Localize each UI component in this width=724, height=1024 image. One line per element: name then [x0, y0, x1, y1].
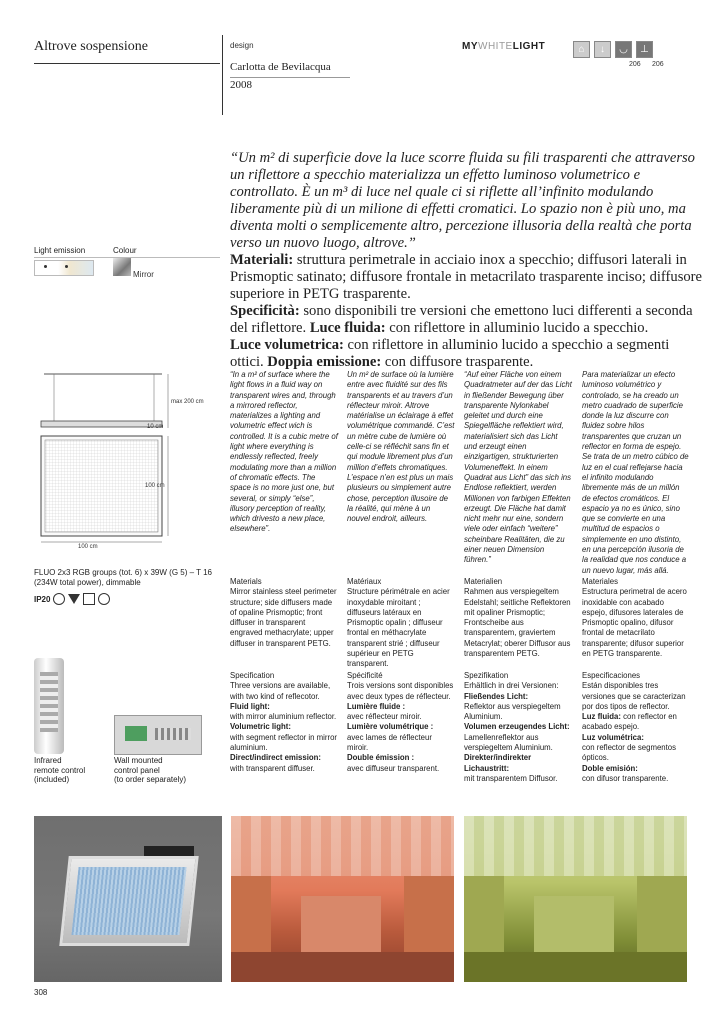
german-spec-title: Spezifikation — [464, 671, 509, 680]
spanish-quote: Para materializar un efecto luminoso volumétrico y controlado, se ha creado un metro cuadrado de superficie donde la luz discurre con fluidez sobre hilos transparentes que cruzan un reflector en forma de espejo. Se trata de un metro cúbico de luz en el cual reflejarse hacia el infinito modulando libremente más de un millón de efectos cromáticos. El espacio ya no es único, sino que se convierte en una multitud de espacios o simplemente en uno distinto, en una percepción ilusoria de la realidad que nos conduce a un nuevo lugar, más allá. — [582, 370, 689, 575]
german-materials-title: Materialien — [464, 577, 503, 586]
french-double-text: avec diffuseur transparent. — [347, 763, 440, 773]
ip-rating: IP20 — [34, 594, 51, 604]
english-quote: “In a m² of surface where the light flows in a fluid way on transparent wires and, through a mirrored reflector, materializes a lighting and volumetric effect wich is controlled. It is a cubic metre of light where everything is endlessly reflected, freely modulating more than a million of chromatic effects. The space is no more just one, but several, or simply “else”, illusory perception of reality, which drivesto a new place, elsewhere”. — [230, 370, 338, 534]
design-label: design — [230, 41, 254, 50]
specificita-text: sono disponibili tre versioni che emettono luci differenti a seconda del riflettore. — [230, 303, 693, 336]
suspension-icon: ↓ — [594, 41, 611, 58]
french-spec-title: Spécificité — [347, 671, 383, 680]
colour-label: Colour — [113, 246, 137, 255]
spanish-double-text: con difusor transparente. — [582, 773, 669, 783]
product-icons — [573, 41, 653, 58]
lamp-spec — [34, 568, 224, 588]
french-spec-intro: Trois versions sont disponibles avec deux types de réflecteur. — [347, 681, 454, 701]
spanish-double-label: Doble emisión: — [582, 763, 638, 773]
header-divider — [222, 35, 223, 115]
spanish-spec-intro: Están disponibles tres versiones que se caracterizan por dos tipos de reflector. — [582, 681, 686, 711]
spanish-materials-text: Estructura perimetral de acero inoxidable con acabado espejo, difusores laterales de Prismoptic opalino, difusor frontal de metacrilato transparente; difusor superior en PETG transparente. — [582, 587, 687, 659]
english-materials-text: Mirror stainless steel perimeter structure; side diffusers made of opaline Prismoptic; front diffuser in transparent engraved methacrylate; upper diffuser in transparent PETG. — [230, 587, 337, 648]
back-wall — [301, 896, 381, 956]
ceiling-lights — [464, 816, 687, 876]
french-specification — [347, 671, 455, 774]
materiali-label: Materiali: — [230, 252, 294, 268]
mirror-colour-swatch — [113, 258, 131, 276]
english-direct-label: Direct/indirect emission: — [230, 753, 321, 763]
english-volumetric-label: Volumetric light: — [230, 722, 291, 732]
technical-drawing — [34, 366, 224, 556]
german-materials-text: Rahmen aus verspiegeltem Edelstahl; seitliche Reflektoren mit opaliner Prismoptic; Frontscheibe aus transparentem, graviertem Metacrylat; oberer Diffusor aus transparentem PETG. — [464, 587, 571, 659]
earth-icon — [53, 593, 65, 605]
french-materials-title: Matériaux — [347, 577, 382, 586]
dim-max-height: max 200 cm — [171, 399, 204, 405]
doppia-emissione-text: con diffusore trasparente. — [381, 354, 534, 370]
french-volumetric-label: Lumière volumétrique : — [347, 722, 434, 732]
panel-display — [125, 726, 147, 741]
lamp-body — [59, 856, 198, 946]
french-materials-text: Structure périmétrale en acier inoxydable miroitant ; diffuseurs latéraux en Prismoptic opalin ; diffuseur frontal en méthacrylate transparent strié ; diffuseur supérieur en PETG transparent. — [347, 587, 450, 669]
product-photo-lamp — [34, 816, 222, 982]
lamp-spec-line-1: FLUO 2x3 RGB groups (tot. 6) x 39W (G 5) – T 16 — [34, 568, 212, 577]
french-fluid-label: Lumière fluide : — [347, 701, 406, 711]
spanish-volumetric-text: con reflector de segmentos ópticos. — [582, 743, 677, 763]
spanish-spec-title: Especificaciones — [582, 671, 641, 680]
spanish-fluid-label: Luz fluida: — [582, 712, 621, 722]
ce-mark-icon — [98, 593, 110, 605]
french-double-label: Double émission : — [347, 753, 415, 763]
dim-height: 100 cm — [145, 483, 165, 489]
german-spec-intro: Erhältlich in drei Versionen: — [464, 681, 559, 691]
spanish-materials — [582, 577, 690, 659]
light-emission-label: Light emission — [34, 246, 86, 255]
french-fluid-text: avec réflecteur miroir. — [347, 712, 422, 722]
class-icon — [83, 593, 95, 605]
lamp-diffuser — [71, 867, 186, 935]
english-fluid-text: with mirror aluminium reflector. — [230, 712, 337, 722]
back-wall — [534, 896, 614, 956]
luce-volumetrica-text: con riflettore in alluminio lucido a specchio a segmenti ottici. — [230, 337, 670, 370]
icon-number-2: 206 — [652, 61, 664, 68]
english-specification — [230, 671, 338, 774]
specificita-label: Specificità: — [230, 303, 300, 319]
installation-photo-red — [231, 816, 454, 982]
f-mark-icon — [68, 594, 80, 604]
installation-photo-green — [464, 816, 687, 982]
english-materials-title: Materials — [230, 577, 262, 586]
spanish-fluid-text: con reflector en acabado espejo. — [582, 712, 677, 732]
german-specification — [464, 671, 572, 784]
luce-fluida-label: Luce fluida: — [309, 320, 386, 336]
remote-caption: Infrared remote control (included) — [34, 756, 86, 784]
spanish-specification — [582, 671, 690, 784]
english-spec-intro: Three versions are available, with two kind of reflecotor. — [230, 681, 331, 701]
main-description — [230, 150, 702, 371]
brand-part-my: MY — [462, 41, 478, 52]
french-materials — [347, 577, 455, 670]
mirror-label: Mirror — [133, 270, 154, 279]
german-fluid-text: Reflektor aus verspiegeltem Aluminium. — [464, 701, 561, 722]
designer-name: Carlotta de Bevilacqua — [230, 61, 331, 73]
luce-volumetrica-label: Luce volumetrica: — [230, 337, 344, 353]
wall-control-panel-image — [114, 715, 202, 755]
brand-part-white: WHITE — [478, 41, 513, 52]
french-volumetric-text: avec lames de réflecteur miroir. — [347, 732, 432, 753]
floor — [464, 952, 687, 982]
lamp-type-icon: ⌂ — [573, 41, 590, 58]
panel-buttons — [155, 728, 191, 740]
german-quote: “Auf einer Fläche von einem Quadratmeter auf der das Licht in fließender Bewegung über transparente Nylonkabel geleitet und durch eine Spiegelfläche reflektiert wird, materialisiert sich das Licht und erzeugt einen einzigartigen, strukturierten Volumeneffekt. In einem Quadrat aus Licht” das sich ins Endlose reflektiert, werden Millionen von farbigen Effekten erzeugt. Die Fläche hat damit nicht mehr nur eine, sondern viele oder einfach “weitere” scheinbare Realitäten, die zu einer neuen Dimension führen.” — [464, 370, 572, 565]
german-volumetric-label: Volumen erzeugendes Licht: — [464, 722, 570, 732]
wall-light-icon: ⊥ — [636, 41, 653, 58]
german-materials — [464, 577, 572, 659]
brand-logo — [462, 41, 545, 52]
english-spec-title: Specification — [230, 671, 275, 680]
lamp-spec-line-2: (234W total power), dimmable — [34, 578, 141, 587]
design-year: 2008 — [230, 79, 252, 91]
lamp-top-bar — [144, 846, 194, 856]
english-volumetric-text: with segment reflector in mirror aluminium. — [230, 732, 338, 753]
infrared-remote-image — [34, 658, 64, 754]
dim-width: 100 cm — [78, 544, 98, 550]
page-title: Altrove sospensione — [34, 39, 148, 54]
panel-caption: Wall mounted control panel (to order separately) — [114, 756, 187, 784]
english-direct-text: with transparent diffuser. — [230, 763, 315, 773]
spanish-materials-title: Materiales — [582, 577, 618, 586]
doppia-emissione-label: Doppia emissione: — [267, 354, 382, 370]
german-direct-label: Direkter/indirekter Lichaustritt: — [464, 753, 532, 773]
light-emission-swatch — [34, 260, 94, 276]
materiali-text: struttura perimetrale in acciaio inox a specchio; diffusori laterali in Prismoptic satinato; diffusore frontale in metacrilato trasparente inciso; diffusore superiore in PETG trasparente. — [230, 252, 703, 302]
emission-dot-icon — [65, 265, 68, 268]
italian-quote: “Un m² di superficie dove la luce scorre fluida su fili trasparenti che attraverso un riflettore a specchio materializza un effetto luminoso volumetrico e controllato. È un m³ di luce nel quale ci si riflette all’infinito modulando liberamente più di un milione di effetti cromatici. Lo spazio non è più uno, ma diventa molti o semplicemente altro, percezione illusoria della realtà che porta verso un nuovo luogo, altrove.” — [230, 150, 695, 251]
ceiling-lights — [231, 816, 454, 876]
title-underline — [34, 63, 220, 64]
spanish-volumetric-label: Luz volumétrica: — [582, 732, 644, 742]
icon-number-1: 206 — [629, 61, 641, 68]
german-direct-text: mit transparentem Diffusor. — [464, 773, 558, 783]
english-materials — [230, 577, 338, 649]
remote-buttons — [40, 672, 58, 732]
dim-depth: 10 cm — [147, 424, 164, 430]
emission-dot-icon — [44, 265, 47, 268]
english-fluid-label: Fluid light: — [230, 701, 270, 711]
floor — [231, 952, 454, 982]
french-quote: Un m² de surface où la lumière entre avec fluidité sur des fils transparents et au travers d’un réflecteur miroir. Altrove matérialise un éclairage à effet volumétrique commandé. C’est un mètre cube de lumière où celle-ci se réfléchit sans fin et qui module librement plus d’un million d’effets chromatiques. L’espace n’en est plus un mais plusieurs ou simplement autre chose, perception illusoire de la réalité, qui mène à un nouvel endroit, ailleurs. — [347, 370, 455, 524]
ceiling-light-icon: ◡ — [615, 41, 632, 58]
page-number: 308 — [34, 988, 48, 997]
german-fluid-label: Fließendes Licht: — [464, 691, 529, 701]
certification-icons — [34, 593, 110, 605]
brand-part-light: LIGHT — [512, 41, 546, 52]
luce-fluida-text: con riflettore in alluminio lucido a specchio. — [385, 320, 649, 336]
german-volumetric-text: Lamellenreflektor aus verspiegeltem Aluminium. — [464, 732, 553, 753]
